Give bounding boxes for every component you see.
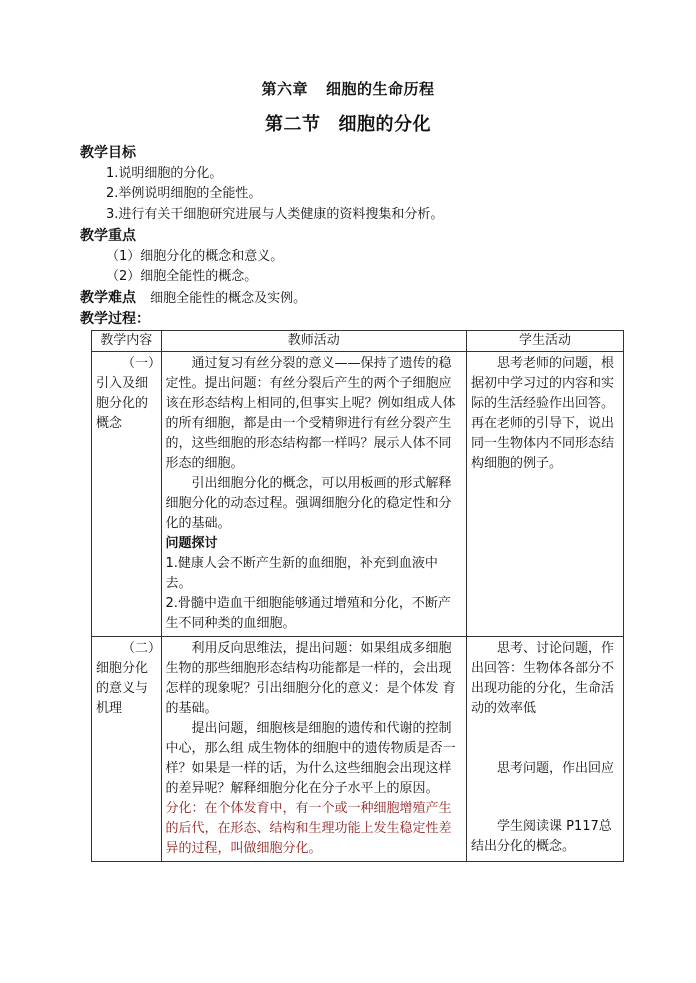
- teaching-process: [80, 309, 640, 331]
- header-content: 教学内容: [92, 331, 162, 352]
- table-row: [92, 352, 624, 637]
- row1-question-title: 问题探讨: [165, 536, 218, 551]
- row1-teacher: [161, 352, 467, 637]
- chapter-title: [0, 78, 696, 99]
- row1-content: （一）引入及细胞分化的概念: [92, 352, 162, 637]
- keypoint-item: （1）细胞分化的概念和意义。: [106, 248, 284, 264]
- row1-teacher-p1: 通过复习有丝分裂的意义——保持了遗传的稳定性。提出问题：有丝分裂后产生的两个子细胞应该在形态结构上相同的,但事实上呢？例如组成人体的所有细胞，都是由一个受精卵进行有丝分裂产生的，这些细胞的形态结构都一样吗？展示人体不同形态的细胞。: [165, 356, 456, 471]
- goal-item: 3.进行有关干细胞研究进展与人类健康的资料搜集和分析。: [106, 206, 444, 222]
- row1-student: [467, 352, 624, 637]
- difficulty-text: 细胞全能性的概念及实例。: [150, 291, 307, 306]
- row2-teacher: [161, 637, 467, 862]
- chapter-number: 第六章: [261, 80, 308, 98]
- teaching-keypoints: [80, 226, 640, 288]
- row2-student-p1: 思考、讨论问题，作出回答：生物体各部分不出现功能的分化，生命活动的效率低: [471, 641, 615, 716]
- section-number: 第二节: [265, 114, 321, 135]
- row2-student-p2: 思考问题，作出回应: [497, 761, 615, 776]
- teaching-goals: [80, 143, 640, 225]
- row2-definition: 分化：在个体发育中，有一个或一种细胞增殖产生的后代，在形态、结构和生理功能上发生稳定性差异的过程，叫做细胞分化。: [165, 801, 452, 856]
- row2-teacher-p1: 利用反向思维法，提出问题：如果组成多细胞生物的那些细胞形态结构功能都是一样的，会出现怎样的现象呢？引出细胞分化的意义：是个体发 育的基础。: [165, 641, 456, 716]
- difficulty-heading: 教学难点: [80, 290, 136, 306]
- row1-student-text: 思考老师的问题，根据初中学习过的内容和实际的生活经验作出回答。再在老师的引导下，说出同一生物体内不同形态结构细胞的例子。: [471, 356, 615, 471]
- row1-question-1: 1.健康人会不断产生新的血细胞，补充到血液中去。: [165, 556, 438, 591]
- row1-question-2: 2.骨髓中造血干细胞能够通过增殖和分化，不断产生不同种类的血细胞。: [165, 596, 451, 631]
- goal-item: 2.举例说明细胞的全能性。: [106, 186, 262, 201]
- keypoints-heading: 教学重点: [80, 228, 136, 244]
- section-name: 细胞的分化: [338, 114, 431, 135]
- header-student: 学生活动: [467, 331, 624, 352]
- row2-student: [467, 637, 624, 862]
- keypoint-item: （2）细胞全能性的概念。: [106, 269, 258, 284]
- process-heading: 教学过程：: [80, 311, 150, 327]
- chapter-name: 细胞的生命历程: [326, 80, 435, 98]
- table-row: [92, 637, 624, 862]
- goal-item: 1.说明细胞的分化。: [106, 165, 223, 181]
- goals-heading: 教学目标: [80, 145, 136, 161]
- row2-teacher-p2: 提出问题，细胞核是细胞的遗传和代谢的控制中心，那么组 成生物体的细胞中的遗传物质是否一样？如果是一样的话，为什么这些细胞会出现这样的差异呢？解释细胞分化在分子水平上的原因。: [165, 721, 456, 796]
- teaching-difficulty: [80, 288, 640, 310]
- header-teacher: 教师活动: [161, 331, 467, 352]
- row2-content: （二）细胞分化的意义与机理: [92, 637, 162, 862]
- row1-teacher-p2: 引出细胞分化的概念，可以用板画的形式解释细胞分化的动态过程。强调细胞分化的稳定性和分化的基础。: [165, 476, 452, 531]
- lesson-table: [91, 330, 624, 862]
- table-header-row: [92, 331, 624, 352]
- row2-student-p3: 学生阅读课 P117总结出分化的概念。: [471, 819, 612, 854]
- section-title: [0, 110, 696, 136]
